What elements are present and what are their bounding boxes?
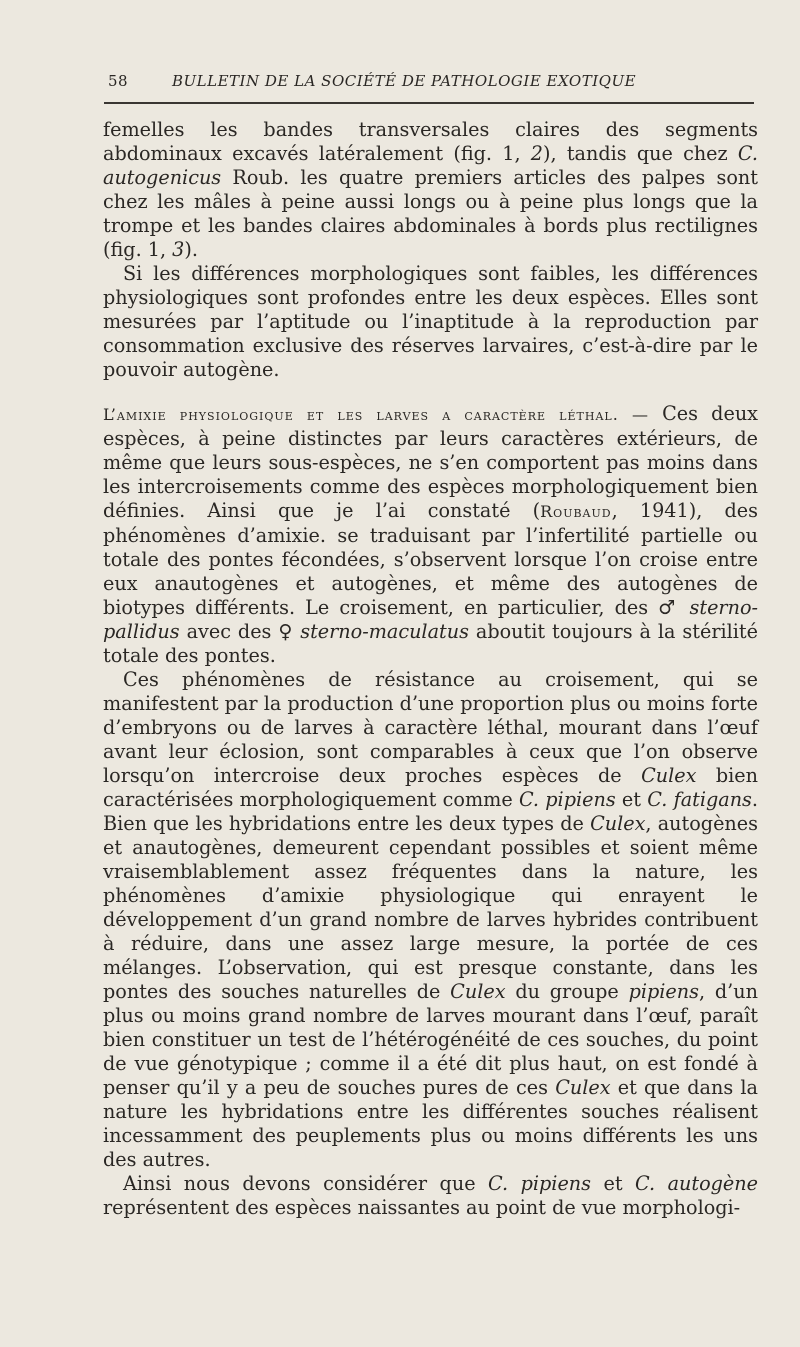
text-segment: , 1941), des phénomènes d’amixie. se traduisant par l’infertilité partielle ou totale des pontes fécondées, s’observent lorsque l’on croise entre eux anautogènes et autogènes, et même des autogènes de biotypes différents. Le croisement, en particulier, des ♂ (103, 499, 758, 619)
text-segment: 2 (530, 142, 544, 165)
text-segment: , autogènes et anautogènes, demeurent cependant possibles et soient même vraisemblablement assez fréquentes dans la nature, les phénomènes d’amixie physiologique qui enrayent le développement d’un grand nombre de larves hybrides contribuent à réduire, dans une assez large mesure, la portée de ces mélanges. L’observation, qui est presque constante, dans les pontes des souches naturelles de (103, 812, 758, 1003)
text-segment: pipiens (628, 980, 699, 1003)
text-segment: et que dans la nature les hybridations entre les différentes souches réalisent incessamment des peuplements plus ou moins différents les uns des autres. (103, 1076, 758, 1171)
text-segment: 3 (172, 238, 185, 261)
text-segment: bien caractérisées morphologiquement comme (103, 764, 759, 811)
body-text (103, 118, 758, 1220)
paragraph-5 (103, 1172, 758, 1220)
text-segment: Ces phénomènes de résistance au croisement, qui se manifestent par la production d’une proportion plus ou moins forte d’embryons ou de larves à caractère léthal, mourant dans l’œuf avant leur éclosion, sont comparables à ceux que l’on observe lorsqu’on intercroise deux proches espèces de (103, 668, 758, 787)
text-segment: et (591, 1172, 636, 1195)
text-segment: femelles les bandes transversales claires des segments abdominaux excavés latéralement (fig. 1, (103, 118, 758, 165)
text-segment: Culex (450, 980, 506, 1003)
text-segment: L’amixie physiologique et les larves a caractère léthal. — (103, 405, 649, 424)
text-segment: Culex (590, 812, 646, 835)
text-segment: C. autogène (635, 1172, 758, 1195)
text-segment: aboutit toujours à la stérilité totale des pontes. (103, 620, 758, 667)
paragraph-1 (103, 118, 758, 262)
section-paragraph-amixie (103, 402, 758, 668)
running-header (108, 72, 756, 90)
text-segment: ). (184, 238, 198, 261)
paragraph-2 (103, 262, 758, 382)
text-segment: C. autogenicus (103, 142, 758, 189)
text-segment: Roubaud (540, 502, 612, 521)
running-title: BULLETIN DE LA SOCIÉTÉ DE PATHOLOGIE EXOTIQUE (172, 72, 637, 90)
paragraph-4 (103, 668, 758, 1172)
text-segment: Roub. les quatre premiers articles des palpes sont chez les mâles à peine aussi longs ou à peine plus longs que la trompe et les bandes claires abdominales à bords plus rectilignes (fig. 1, (103, 166, 758, 261)
text-segment: et (615, 788, 648, 811)
text-segment: sterno-pallidus (103, 596, 758, 643)
text-segment: , d’un plus ou moins grand nombre de larves mourant dans l’œuf, paraît bien constituer un test de l’hétérogénéité de ces souches, du point de vue génotypique ; comme il a été dit plus haut, on est fondé à penser qu’il y a peu de souches pures de ces (103, 980, 758, 1099)
text-segment: . Bien que les hybridations entre les deux types de (103, 788, 759, 835)
text-segment: Si les différences morphologiques sont faibles, les différences physiologiques sont profondes entre les deux espèces. Elles sont mesurées par l’aptitude ou l’inaptitude à la reproduction par consommation exclusive des réserves larvaires, c’est-à-dire par le pouvoir autogène. (103, 262, 758, 381)
text-segment: du groupe (505, 980, 629, 1003)
page-number: 58 (108, 72, 129, 90)
text-segment: Ainsi nous devons considérer que (123, 1172, 489, 1195)
text-segment: avec des ♀ (179, 620, 301, 643)
text-segment: sterno-maculatus (300, 620, 469, 643)
header-rule (104, 102, 754, 104)
text-segment: représentent des espèces naissantes au point de vue morphologi- (103, 1196, 741, 1219)
text-segment: Culex (641, 764, 697, 787)
text-segment: C. pipiens (518, 788, 616, 811)
text-segment: Culex (555, 1076, 611, 1099)
text-segment: C. pipiens (488, 1172, 591, 1195)
text-segment: C. fatigans (647, 788, 752, 811)
text-segment: ), tandis que chez (543, 142, 738, 165)
text-segment: Ces deux espèces, à peine distinctes par leurs caractères extérieurs, de même que leurs sous-espèces, ne s’en comportent pas moins dans les intercroisements comme des espèces morphologiquement bien définies. Ainsi que je l’ai constaté ( (103, 402, 758, 522)
